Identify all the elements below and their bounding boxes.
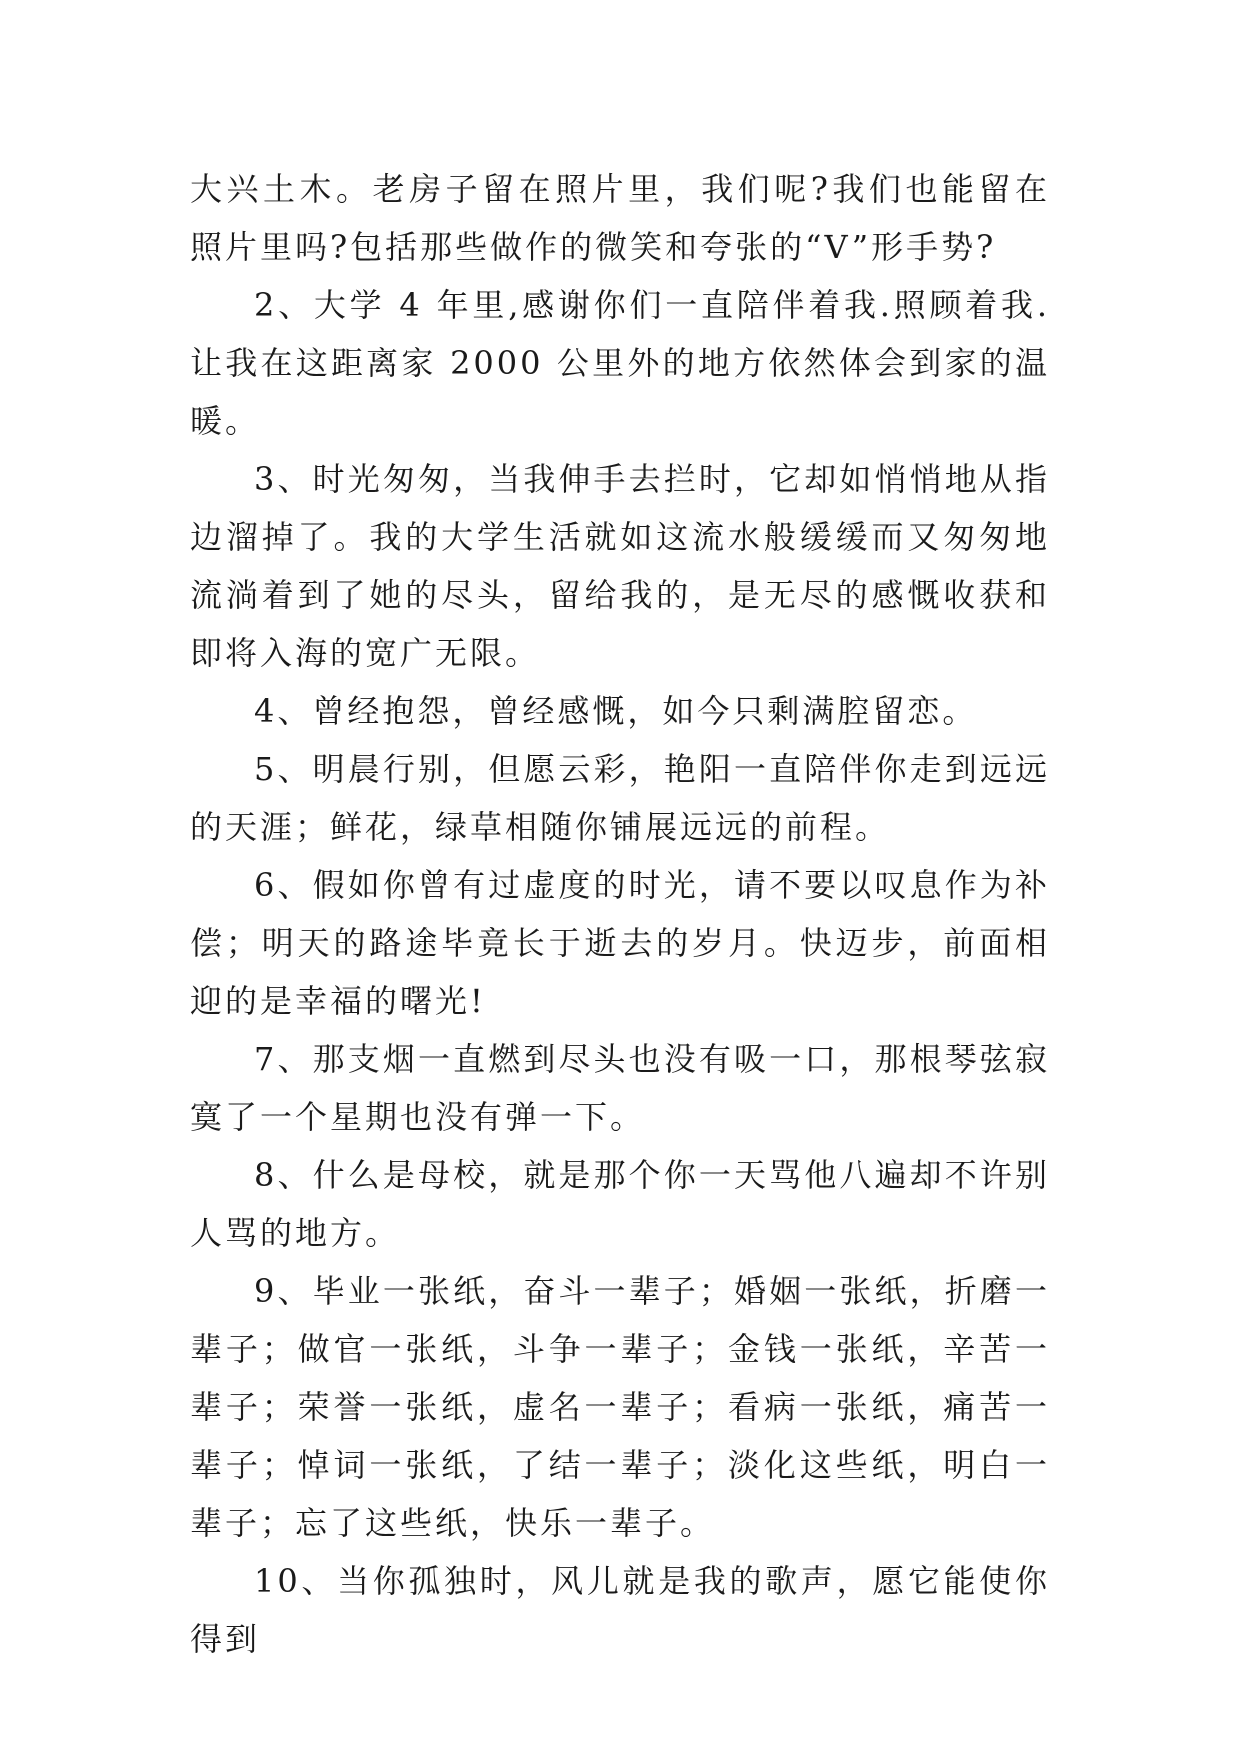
paragraph-item-4: 4、曾经抱怨，曾经感慨，如今只剩满腔留恋。 [254, 692, 978, 730]
paragraph-item-5: 5、明晨行别，但愿云彩，艳阳一直陪伴你走到远远的天涯；鲜花，绿草相随你铺展远远的前程。 [190, 750, 1050, 846]
paragraph-item-2: 2、大学 4 年里,感谢你们一直陪伴着我.照顾着我.让我在这距离家 2000 公里外的地方依然体会到家的温暖。 [190, 286, 1050, 440]
paragraph-item-10: 10、当你孤独时，风儿就是我的歌声，愿它能使你得到 [190, 1562, 1050, 1658]
document-body [190, 160, 1050, 1668]
paragraph-item-7: 7、那支烟一直燃到尽头也没有吸一口，那根琴弦寂寞了一个星期也没有弹一下。 [190, 1040, 1050, 1136]
paragraph-item-6: 6、假如你曾有过虚度的时光，请不要以叹息作为补偿；明天的路途毕竟长于逝去的岁月。快迈步，前面相迎的是幸福的曙光! [190, 866, 1050, 1020]
paragraph-item-3: 3、时光匆匆，当我伸手去拦时，它却如悄悄地从指边溜掉了。我的大学生活就如这流水般缓缓而又匆匆地流淌着到了她的尽头，留给我的，是无尽的感慨收获和即将入海的宽广无限。 [190, 460, 1050, 672]
paragraph-item-8: 8、什么是母校，就是那个你一天骂他八遍却不许别人骂的地方。 [190, 1156, 1050, 1252]
paragraph-continuation: 大兴土木。老房子留在照片里，我们呢?我们也能留在照片里吗?包括那些做作的微笑和夸张的“V”形手势? [190, 170, 1050, 266]
paragraph-item-9: 9、毕业一张纸，奋斗一辈子；婚姻一张纸，折磨一辈子；做官一张纸，斗争一辈子；金钱一张纸，辛苦一辈子；荣誉一张纸，虚名一辈子；看病一张纸，痛苦一辈子；悼词一张纸，了结一辈子；淡化这些纸，明白一辈子；忘了这些纸，快乐一辈子。 [190, 1272, 1050, 1542]
